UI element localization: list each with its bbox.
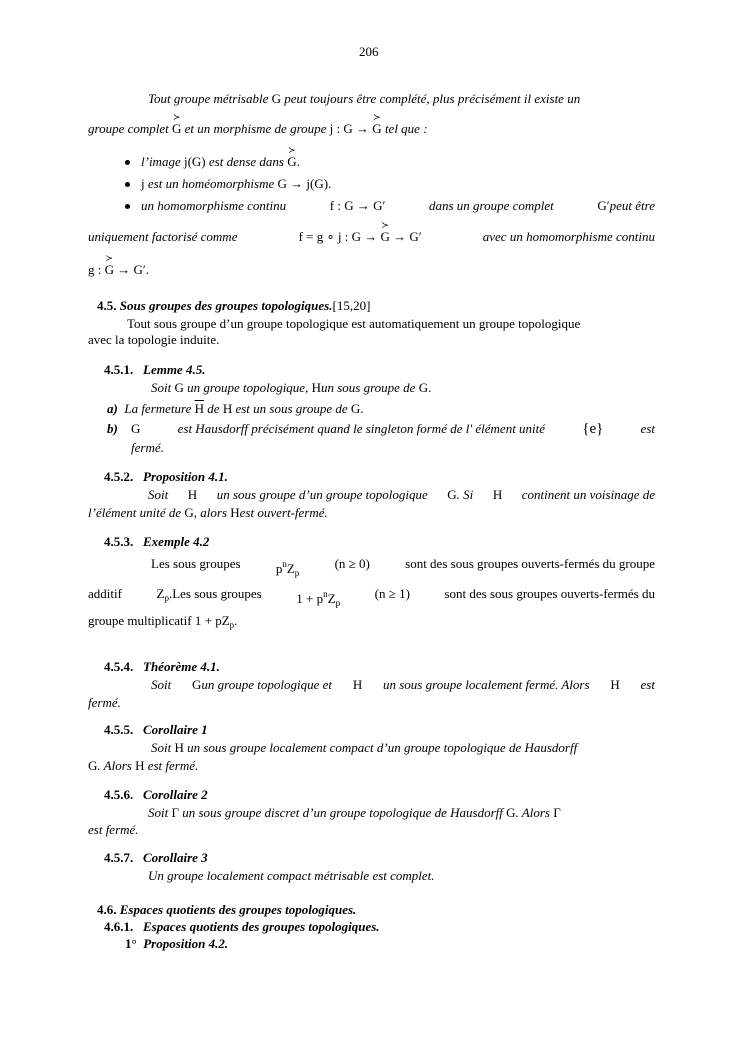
bullet-icon bbox=[125, 204, 130, 209]
section-4-5-text-1: Tout sous groupe d’un groupe topologique est automatiquement un groupe topologique bbox=[127, 316, 581, 331]
bullet-icon bbox=[125, 182, 130, 187]
lemma-item-b-label: b) bbox=[107, 421, 118, 436]
section-heading-4-6-1: 4.6.1. Espaces quotients des groupes topologiques. bbox=[104, 919, 380, 934]
completion-G: ≻ G bbox=[172, 121, 181, 137]
completion-G: ≻ G bbox=[381, 229, 390, 245]
bullet-item-1: l’image j(G) est dense dans ≻ G. bbox=[141, 154, 300, 170]
section-heading-4-5-7: 4.5.7. Corollaire 3 bbox=[104, 850, 208, 865]
bullet-item-2: j est un homéomorphisme G → j(G). bbox=[141, 176, 332, 191]
section-heading-4-5-1: 4.5.1. Lemme 4.5. bbox=[104, 362, 206, 377]
section-heading-4-5: 4.5. Sous groupes des groupes topologiques.[15,20] bbox=[97, 298, 371, 313]
section-heading-4-5-4: 4.5.4. Théorème 4.1. bbox=[104, 659, 220, 674]
intro-line-3: uniquement factorisé comme f = g ∘ j : G → ≻ G → G′ avec un homomorphisme continu bbox=[88, 229, 655, 245]
example-line-3: groupe multiplicatif $1 + pZ_p$. bbox=[88, 613, 238, 630]
section-4-5-text-2: avec la topologie induite. bbox=[88, 332, 220, 347]
intro-line-4: g : ≻ G → G′. bbox=[88, 262, 149, 278]
example-line-1: Les sous groupes $p^nZ_p$ (n ≥ 0) sont des sous groupes ouverts-fermés du groupe bbox=[151, 556, 655, 578]
section-heading-4-5-3: 4.5.3. Exemple 4.2 bbox=[104, 534, 210, 549]
corollary-1-line-1: Soit H un sous groupe localement compact d’un groupe topologique de Hausdorff bbox=[151, 740, 578, 755]
completion-G: ≻ G bbox=[372, 121, 381, 137]
closure-H: $\overline{H}$ bbox=[194, 401, 205, 416]
theorem-4-1-line-1: Soit Gun groupe topologique et H un sous groupe localement fermé. Alors H est bbox=[151, 677, 655, 692]
page-number: 206 bbox=[359, 44, 379, 59]
subsection-heading-proposition-4-2: 1° Proposition 4.2. bbox=[125, 936, 229, 951]
theorem-4-1-line-2: fermé. bbox=[88, 695, 121, 710]
corollary-2-line-2: est fermé. bbox=[88, 822, 139, 837]
intro-line-2: groupe complet ≻ G et un morphisme de groupe j : G → ≻ G tel que : bbox=[88, 121, 428, 137]
lemma-item-b: G est Hausdorff précisément quand le singleton formé de l' élément unité {e} est bbox=[131, 421, 655, 437]
corollary-1-line-2: G. Alors H est fermé. bbox=[88, 758, 199, 773]
lemma-statement: Soit G un groupe topologique, Hun sous groupe de G. bbox=[151, 380, 432, 395]
intro-line-1: Tout groupe métrisable G peut toujours être complété, plus précisément il existe un bbox=[148, 91, 581, 106]
proposition-4-1-line-1: Soit H un sous groupe d’un groupe topologique G. Si H continent un voisinage de bbox=[148, 487, 655, 502]
corollary-2-line-1: Soit Γ un sous groupe discret d’un groupe topologique de Hausdorff G. Alors Γ bbox=[148, 805, 561, 820]
completion-G: ≻ G bbox=[105, 262, 114, 278]
section-heading-4-5-6: 4.5.6. Corollaire 2 bbox=[104, 787, 208, 802]
example-line-2: additif $Z_p.Les$ sous groupes $1 + p^nZ_p$ (n ≥ 1) sont des sous groupes ouverts-fermés du bbox=[88, 586, 655, 608]
bullet-icon bbox=[125, 160, 130, 165]
section-heading-4-5-5: 4.5.5. Corollaire 1 bbox=[104, 722, 208, 737]
corollary-3-text: Un groupe localement compact métrisable est complet. bbox=[148, 868, 435, 883]
proposition-4-1-line-2: l’élément unité de G, alors Hest ouvert-fermé. bbox=[88, 505, 328, 520]
completion-G: ≻ G bbox=[287, 154, 296, 170]
bullet-item-3: un homomorphisme continu f : G → G′ dans un groupe complet G′peut être bbox=[141, 198, 655, 213]
lemma-item-b-end: fermé. bbox=[131, 440, 164, 455]
section-heading-4-5-2: 4.5.2. Proposition 4.1. bbox=[104, 469, 228, 484]
lemma-item-a: a) La fermeture $\overline{H}$ de H est un sous groupe de G. bbox=[107, 401, 364, 416]
section-heading-4-6: 4.6. Espaces quotients des groupes topologiques. bbox=[97, 902, 357, 917]
